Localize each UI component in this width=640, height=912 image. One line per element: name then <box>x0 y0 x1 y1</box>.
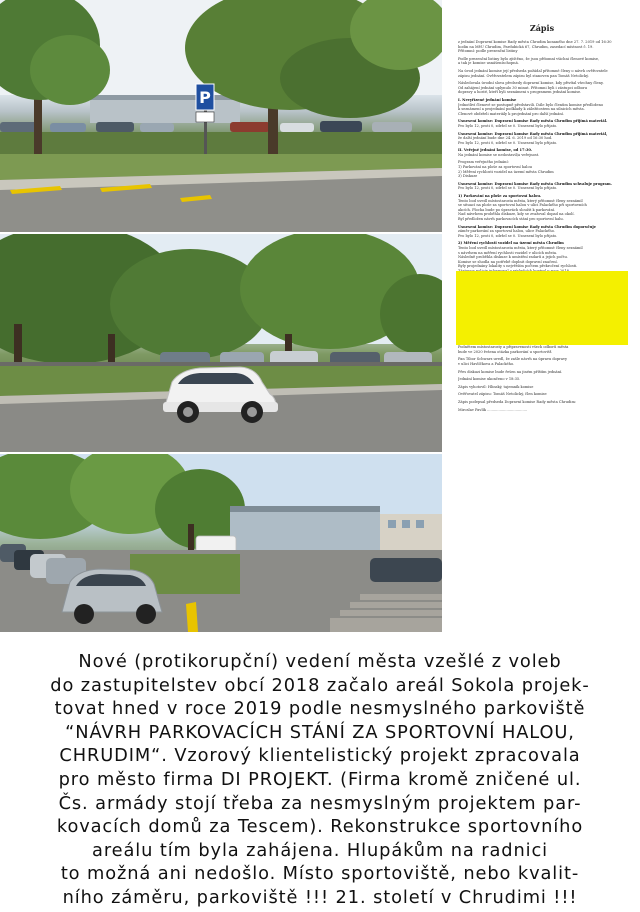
caption-line: areálu tím byla zahájena. Hlupákům na radnici <box>92 839 548 861</box>
minutes-line: Zápis vyhotovil: Hlinský, tajemník komise <box>458 384 534 389</box>
caption-line: ního záměru, parkoviště !!! 21. století v Chrudimi !!! <box>62 886 578 908</box>
minutes-line: záměr parkování za sportovní halou, ulice Palackého. <box>458 229 555 234</box>
caption-line: CHRUDIM“. Vzorový klientelistický projekt zpracovala <box>59 745 581 767</box>
minutes-line: Členové obdrželi materiály k projednání pro další jednání. <box>458 111 564 116</box>
photo-parked-cars-hall-art <box>0 454 442 632</box>
minutes-line: Ověřovatel zápisu: Tomáš Netolický, člen komise <box>458 392 547 397</box>
minutes-line: zápisu jednání. Ověřovatelem zápisu byl stanoven pan Tomáš Netolický. <box>458 73 589 78</box>
minutes-line: Pro bylo 12, proti 0, zdržel se 0. Usnesení bylo přijato. <box>458 123 558 128</box>
minutes-body <box>458 40 630 412</box>
photo-parking-lot-sign-art <box>0 0 442 232</box>
minutes-line: Usnesení komise: Dopravní komise Rady města Chrudim schvaluje program. <box>458 181 612 186</box>
minutes-line: Podle prezenční listiny bylo zjištěno, že jsou přítomní všichni členové komise, <box>458 56 600 61</box>
photo-collage <box>0 0 442 632</box>
caption-line: pro město firma DI PROJEKT. (Firma kromě zničené ul. <box>58 768 582 790</box>
svg-text:P: P <box>199 88 211 107</box>
minutes-line: Následovala úvodní slova předsedy dopravní komise, kdy přivítal všechny členy. <box>458 81 604 86</box>
minutes-line: Tento bod uvedl místostarosta města, který přítomné členy seznámil <box>458 245 583 250</box>
minutes-line: Tento bod uvedl místostarosta města, který přítomné členy seznámil <box>458 198 583 203</box>
minutes-line: I. Nevyřízené jednání komise <box>458 97 517 102</box>
caption-text <box>6 650 634 910</box>
caption-line: to možná ani nedošlo. Místo sportoviště, nebo kvalit- <box>60 863 580 885</box>
minutes-line: se situací na ploše za sportovní halou v ulici Palackého při sportovních <box>458 203 587 208</box>
photo-parked-cars-hall <box>0 454 442 632</box>
caption-line: kovacích domů za Tescem). Rekonstrukce sportovního <box>56 816 584 838</box>
minutes-title: Zápis <box>529 23 555 33</box>
sports-hall-building <box>230 506 380 550</box>
caption-line: “NÁVRH PARKOVACÍCH STÁNÍ ZA SPORTOVNÍ HALOU, <box>65 721 575 743</box>
minutes-line: v ulici Havlíčkova a Palackého. <box>458 362 515 367</box>
minutes-line: 1) Parkování na ploše za sportovní halou. <box>458 194 542 199</box>
caption-line: do zastupitelstev obcí 2018 začalo areál Sokola projek- <box>50 674 590 696</box>
caption-line: Čs. armády stojí třeba za nesmyslným projektem par- <box>58 792 582 814</box>
minutes-line: Jednotliví členové se postupně představili. Dále bylo členům komise předloženo <box>458 102 604 107</box>
minutes-line: Usnesení komise: Dopravní komise Rady města Chrudim přijímá materiál, <box>458 131 608 136</box>
minutes-line: Jednání komise ukončeno v 18:35. <box>458 377 521 382</box>
minutes-line: Na jednání komise se nedostavil/a veřejnost. <box>458 152 540 157</box>
minutes-line: II. Veřejné jednání komise, od 17:30. <box>458 148 533 153</box>
photo-parking-lot-sign <box>0 0 442 232</box>
minutes-line: 1) Parkování na ploše za sportovní halou <box>458 165 532 170</box>
highlighted-parking-item <box>456 271 628 345</box>
minutes-line: Pro bylo 12, proti 0, zdržel se 0. Usnesení bylo přijato. <box>458 140 558 145</box>
minutes-line: Pro bylo 12, proti 0, zdržel se 0. Usnesení bylo přijato. <box>458 233 558 238</box>
minutes-line: Na úvod jednání komise její předseda požádal přítomné členy o návrh ověřovatele <box>458 68 608 73</box>
photo-street-white-car-art <box>0 234 442 452</box>
minutes-line: akcích. Plocha bude po úpravách sloužit k parkování. <box>458 207 556 212</box>
minutes-line: Usnesení komise: Dopravní komise Rady města Chrudim přijímá materiál. <box>458 119 608 124</box>
minutes-line: Pan Tibor Schwarz uvedl, že zašle návrh na úpravu dopravy <box>458 357 568 362</box>
minutes-line: s návrhem na měření rychlosti vozidel v ulicích města. <box>458 250 558 255</box>
minutes-line: Od zahájení jednání uplynulo 30 minut. Přítomni byli i zástupci odboru <box>458 85 588 90</box>
minutes-line: 2) Měření rychlosti vozidel na území města Chrudim <box>458 241 564 246</box>
minutes-line: Přítomní: podle prezenční listiny <box>458 49 518 54</box>
minutes-line: bude ve 2020 řešena otázka parkování u sportovišť. <box>458 349 553 354</box>
minutes-line: Miroslav Pavlík ................................... <box>458 407 528 412</box>
minutes-line: 3) Diskuze <box>458 174 478 179</box>
caption-line: Nové (protikorupční) vedení města vzešlé z voleb <box>78 651 562 672</box>
minutes-line: Pro bylo 12, proti 0, zdržel se 0. Usnesení bylo přijato. <box>458 186 558 191</box>
minutes-line: Nad návrhem proběhla diskuze, kdy se zvažoval dopad na okolí. <box>458 212 575 217</box>
minutes-line: a tak je komise usnášeníschopná. <box>458 61 519 66</box>
caption-line: tovat hned v roce 2019 podle nesmyslného parkoviště <box>54 698 586 720</box>
minutes-line: Byl předložen návrh parkovacích stání pro sportovní halu. <box>458 217 564 221</box>
minutes-line: Následně proběhla diskuze k umístění radarů a jejich počtu. <box>458 255 568 260</box>
minutes-line: Přes diskuzi komise bude řešen na jiném příštím jednání. <box>458 369 563 374</box>
minutes-line: Program veřejného jednání: <box>458 160 509 165</box>
photo-street-white-car <box>0 234 442 452</box>
minutes-line: že další jednání bude dne 24. 6. 2019 od 16:30 hod. <box>458 136 553 141</box>
minutes-line: z jednání Dopravní komise Rady města Chrudim konaného dne 27. 7. 2019 od 16:30 <box>458 40 612 44</box>
minutes-line: hodin na MěÚ Chrudim, Pardubická 67, Chrudim, zasedací místnost č. 19. <box>458 44 594 49</box>
minutes-line: 2) Měření rychlosti vozidel na území města Chrudim <box>458 169 554 174</box>
minutes-line: Usnesení komise: Dopravní komise Rady města Chrudim doporučuje <box>458 224 596 229</box>
minutes-line: k seznámení a projednání podklady k záležitostem na silnicích města. <box>458 107 585 112</box>
minutes-line: Podnětem místostarosty a připravenosti všech odborů města <box>458 345 569 350</box>
minutes-line: dopravy a hosté, kteří byli seznámeni s programem jednání komise. <box>458 90 582 95</box>
minutes-line: Byly projednány lokality s největším počtem překročení rychlosti. <box>458 264 578 269</box>
minutes-line: Komise se shodla na potřebě doplnit dopravní značení. <box>458 259 558 264</box>
minutes-line: Zápis podepsal předseda Dopravní komise Rady města Chrudim: <box>458 400 577 404</box>
